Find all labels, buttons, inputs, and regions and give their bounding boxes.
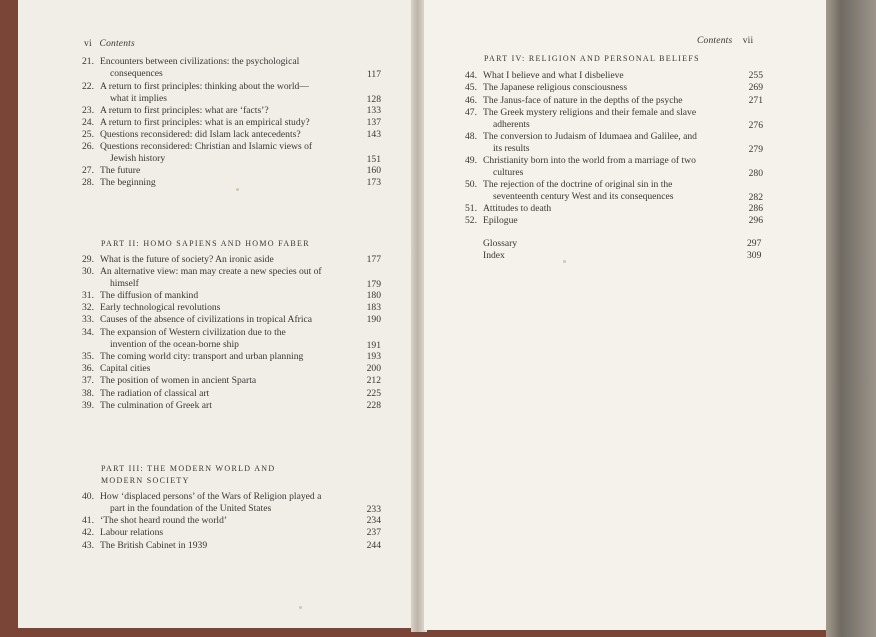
toc-entry-title: The radiation of classical art [100,388,210,399]
toc-entry [82,290,383,302]
part-3-heading-line-2: MODERN SOCIETY [101,476,190,485]
toc-entry-number: 51. [465,203,477,214]
toc-entry [82,527,383,539]
toc-entry-title: Early technological revolutions [100,302,221,313]
toc-entry-page: 183 [366,302,381,313]
toc-entry-title: Capital cities [100,363,151,374]
toc-entry-title: Causes of the absence of civilizations in tropical Africa [100,314,313,325]
toc-entry-page: 117 [366,68,381,80]
toc-entry-title: its results [493,142,530,154]
toc-entry [82,540,383,552]
toc-entry-page: 286 [748,203,763,214]
toc-entry-number: 26. [82,141,94,152]
toc-entry-page: 177 [366,254,381,265]
page-edge-shadow [826,0,876,637]
part-2-heading: PART II: HOMO SAPIENS AND HOMO FABER [101,239,310,248]
toc-entry [82,515,383,527]
toc-entry [82,302,383,314]
toc-entry-page: 193 [366,351,381,362]
toc-entry-title: ‘The shot heard round the world’ [100,515,228,526]
toc-entry-number: 27. [82,165,94,176]
toc-entry-number: 37. [82,375,94,386]
toc-entry-number: 47. [465,107,477,118]
toc-entry [465,82,765,94]
toc-entry [82,177,383,189]
toc-entry-title: Epilogue [483,215,518,226]
toc-entry [465,70,765,82]
toc-entry-title: cultures [493,166,524,178]
toc-entry-page: 180 [366,290,381,301]
toc-entry-number: 31. [82,290,94,301]
toc-entry-title: Encounters between civilizations: the psychological [100,56,300,67]
toc-entry-title: The culmination of Greek art [100,400,212,411]
right-page-number: vii [742,36,754,46]
toc-entry-page: 280 [748,167,763,179]
toc-entry-number: 48. [465,131,477,142]
toc-entry-title: A return to first principles: thinking about the world— [100,81,309,92]
toc-entry-number: 34. [82,327,94,338]
paper-speck [299,606,302,609]
toc-entry-page: 228 [366,400,381,411]
toc-entry-number: 25. [82,129,94,140]
toc-entry-title: An alternative view: man may create a new species out of [100,266,322,277]
toc-entry-page: 173 [366,177,381,188]
toc-entry-title: The rejection of the doctrine of original sin in the [483,179,673,190]
toc-entry [465,179,765,202]
toc-entry [82,165,383,177]
toc-entry-number: 38. [82,388,94,399]
toc-entry [465,107,765,130]
index-page: 309 [747,250,762,261]
toc-entry-number: 29. [82,254,94,265]
toc-entry-title: Jewish history [110,152,166,164]
toc-entry [82,491,383,514]
toc-entry-title: The beginning [100,177,156,188]
toc-entry-title: A return to first principles: what is an empirical study? [100,117,310,128]
toc-entry-number: 28. [82,177,94,188]
toc-entry-number: 36. [82,363,94,374]
toc-entry [82,105,383,117]
part-3-heading-line-1: PART III: THE MODERN WORLD AND [101,464,276,473]
left-running-title: Contents [99,39,135,49]
toc-entry-title: Christianity born into the world from a marriage of two [483,155,696,166]
toc-entry-number: 49. [465,155,477,166]
toc-entry [82,375,383,387]
toc-entry [82,314,383,326]
toc-entry-number: 50. [465,179,477,190]
toc-entry-page: 296 [748,215,763,226]
toc-entry-title: part in the foundation of the United States [110,502,272,514]
toc-entry [82,81,383,104]
toc-entry-page: 279 [748,143,763,155]
left-running-head [84,39,135,49]
toc-entry-page: 255 [748,70,763,81]
toc-entry-number: 52. [465,215,477,226]
toc-entry-title: The conversion to Judaism of Idumaea and Galilee, and [483,131,697,142]
toc-entry-page: 269 [748,82,763,93]
toc-entry-title: The Japanese religious consciousness [483,82,628,93]
toc-entry-number: 35. [82,351,94,362]
toc-entry-page: 179 [366,278,381,290]
toc-entry [82,141,383,164]
toc-entry-page: 190 [366,314,381,325]
toc-entry-number: 46. [465,95,477,106]
toc-entry-page: 143 [366,129,381,140]
toc-entry-page: 212 [366,375,381,386]
toc-entry-page: 133 [366,105,381,116]
toc-entry-page: 128 [366,93,381,105]
toc-entry-page: 191 [366,339,381,351]
toc-entry [82,388,383,400]
toc-entry-title: consequences [110,67,163,79]
toc-entry-title: The future [100,165,141,176]
toc-entry-page: 234 [366,515,381,526]
toc-entry-number: 45. [465,82,477,93]
toc-entry-page: 244 [366,540,381,551]
toc-entry [465,131,765,154]
toc-entry-number: 22. [82,81,94,92]
toc-entry [82,363,383,375]
toc-entry [465,203,765,215]
toc-entry-title: A return to first principles: what are ‘facts’? [100,105,269,116]
toc-entry-number: 23. [82,105,94,116]
toc-entry [82,266,383,289]
left-page-number: vi [84,39,92,49]
paper-speck [563,260,566,263]
toc-entry-title: The Janus-face of nature in the depths of the psyche [483,95,683,106]
toc-entry [465,95,765,107]
toc-entry-page: 282 [748,191,763,203]
toc-entry-number: 24. [82,117,94,128]
toc-entry-page: 276 [748,119,763,131]
toc-entry-title: The expansion of Western civilization due to the [100,327,286,338]
glossary-entry [483,238,517,250]
toc-entry-title: How ‘displaced persons’ of the Wars of Religion played a [100,491,322,502]
toc-entry [82,254,383,266]
toc-entry [82,117,383,129]
toc-entry-page: 137 [366,117,381,128]
toc-entry-title: what it implies [110,92,168,104]
toc-entry-title: Labour relations [100,527,164,538]
toc-entry [82,56,383,79]
toc-entry [465,155,765,178]
toc-entry-number: 43. [82,540,94,551]
right-running-head [697,36,753,46]
index-label: Index [483,250,505,261]
toc-entry-number: 39. [82,400,94,411]
toc-entry [82,400,383,412]
toc-entry [82,351,383,363]
toc-entry-page: 237 [366,527,381,538]
right-running-title: Contents [697,36,733,46]
toc-entry-title: The diffusion of mankind [100,290,199,301]
toc-entry-page: 151 [366,153,381,165]
toc-entry-title: Questions reconsidered: did Islam lack antecedents? [100,129,301,140]
toc-entry-number: 40. [82,491,94,502]
toc-entry-title: adherents [493,118,530,130]
glossary-label: Glossary [483,238,518,249]
toc-entry-number: 41. [82,515,94,526]
toc-entry-page: 233 [366,503,381,515]
paper-speck [236,188,239,191]
toc-entry-title: The position of women in ancient Sparta [100,375,257,386]
toc-entry-number: 44. [465,70,477,81]
toc-entry-page: 160 [366,165,381,176]
toc-entry-title: The Greek mystery religions and their female and slave [483,107,697,118]
toc-entry-title: What I believe and what I disbelieve [483,70,624,81]
toc-entry-page: 200 [366,363,381,374]
toc-entry-title: invention of the ocean-borne ship [110,338,239,350]
toc-entry-title: seventeenth century West and its consequences [493,190,674,202]
toc-entry-number: 42. [82,527,94,538]
toc-entry-title: Questions reconsidered: Christian and Islamic views of [100,141,313,152]
toc-entry [465,215,765,227]
toc-entry-title: What is the future of society? An ironic aside [100,254,274,265]
toc-entry-title: himself [110,277,139,289]
toc-entry-title: Attitudes to death [483,203,552,214]
toc-entry [82,129,383,141]
toc-entry-title: The British Cabinet in 1939 [100,540,208,551]
part-4-heading: PART IV: RELIGION AND PERSONAL BELIEFS [484,54,700,63]
glossary-page: 297 [747,238,762,249]
toc-entry-number: 32. [82,302,94,313]
toc-entry-page: 225 [366,388,381,399]
toc-entry-number: 33. [82,314,94,325]
index-entry [483,250,505,262]
toc-entry-title: The coming world city: transport and urban planning [100,351,304,362]
toc-entry [82,327,383,350]
toc-entry-page: 271 [748,95,763,106]
toc-entry-number: 21. [82,56,94,67]
toc-entry-number: 30. [82,266,94,277]
